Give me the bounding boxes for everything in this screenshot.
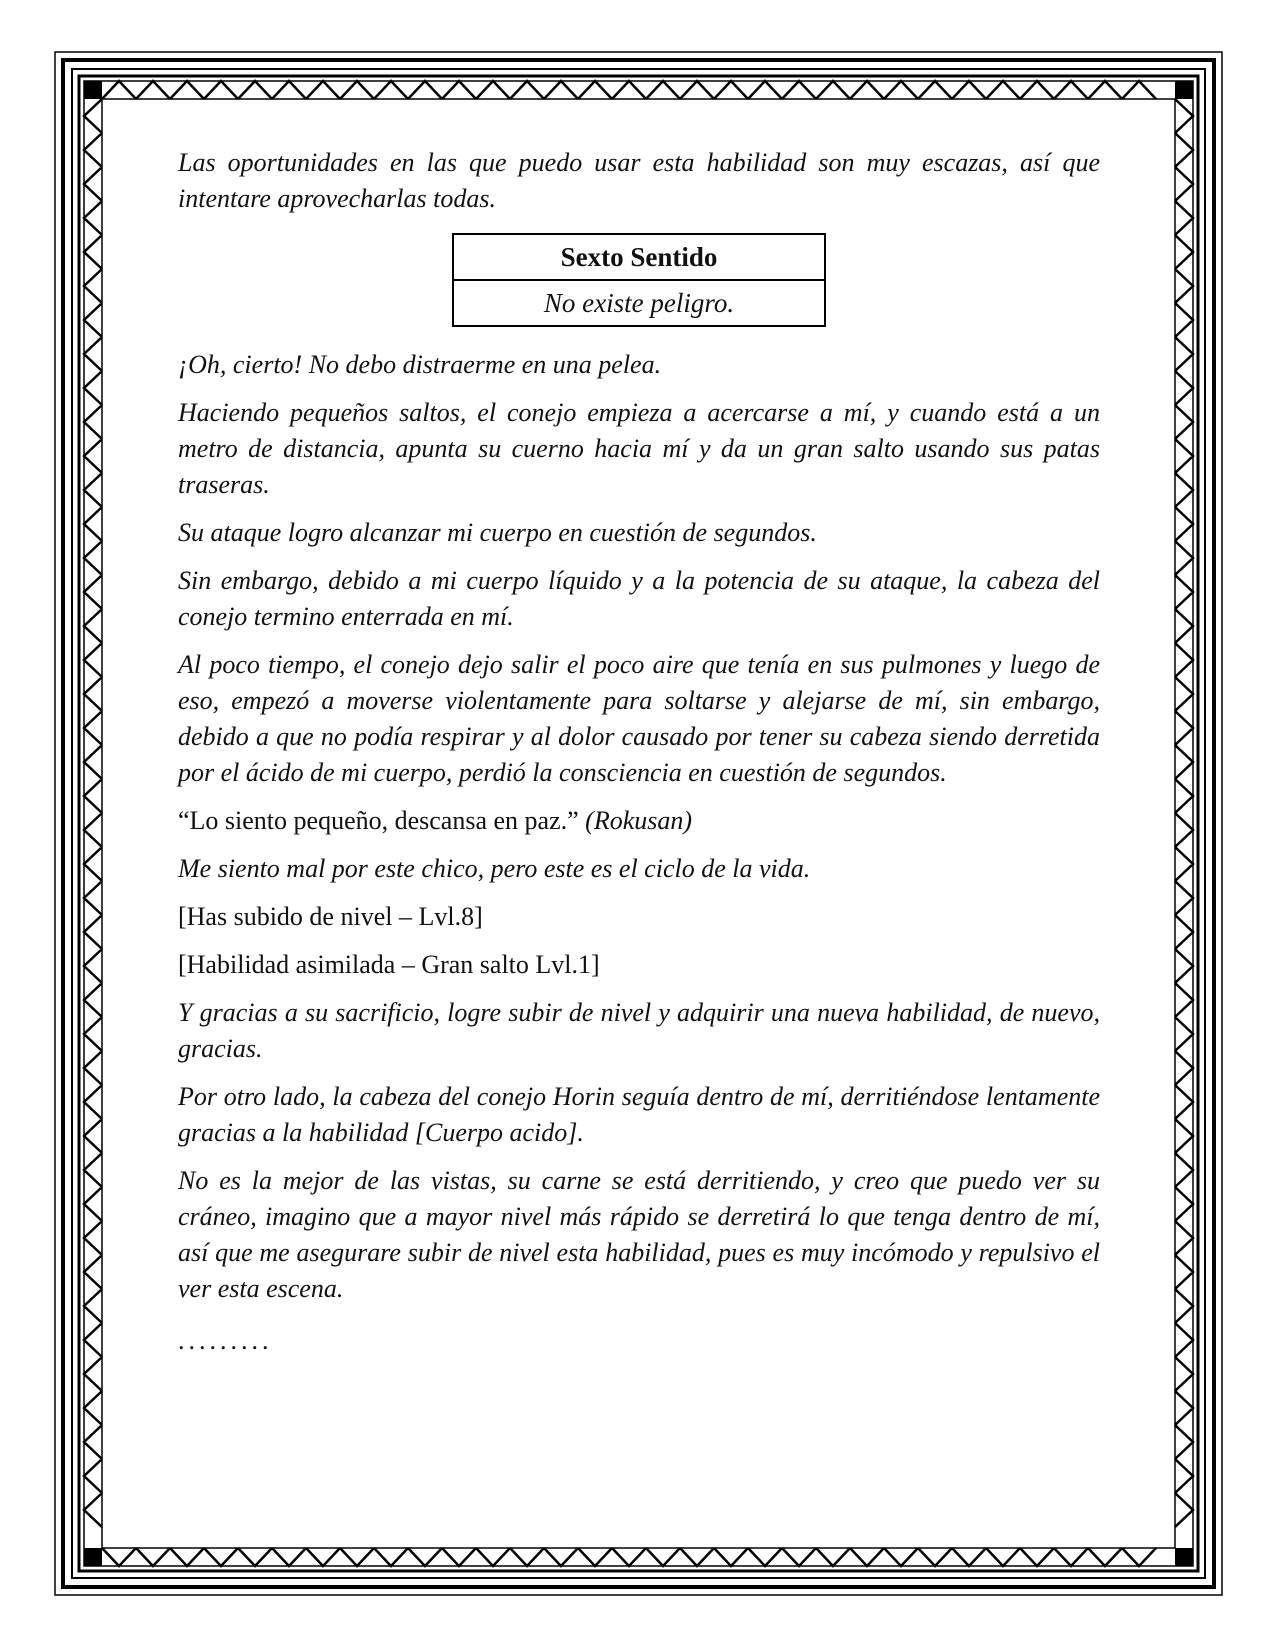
skill-description: No existe peligro. [543,288,735,318]
skill-title: Sexto Sentido [454,235,824,281]
frame-corner-0 [84,81,102,99]
page-content [178,145,1100,1371]
paragraph-4: Su ataque logro alcanzar mi cuerpo en cuestión de segundos. [178,518,817,547]
paragraph-6: Al poco tiempo, el conejo dejo salir el poco aire que tenía en sus pulmones y luego de eso, empezó a moverse violentamente para soltarse y alejarse de mí, sin embargo, debido a que no podía respirar y al dolor causado por tener su cabeza siendo derretida por el ácido de mi cuerpo, perdió la consciencia en cuestión de segundos. [178,650,1100,787]
skill-box [452,233,826,327]
paragraph-8: Me siento mal por este chico, pero este es el ciclo de la vida. [178,854,811,883]
paragraph-3: Haciendo pequeños saltos, el conejo empieza a acercarse a mí, y cuando está a un metro de distancia, apunta su cuerno hacia mí y da un gran salto usando sus patas traseras. [178,398,1100,499]
scene-break-dots: ......... [178,1326,273,1355]
paragraph-1: Las oportunidades en las que puedo usar esta habilidad son muy escazas, así que intentare aprovecharlas todas. [178,148,1100,213]
paragraph-2: ¡Oh, cierto! No debo distraerme en una pelea. [178,350,662,379]
paragraph-11: Y gracias a su sacrificio, logre subir de nivel y adquirir una nueva habilidad, de nuevo, gracias. [178,998,1100,1063]
paragraph-13: No es la mejor de las vistas, su carne se está derritiendo, y creo que puedo ver su cráneo, imagino que a mayor nivel más rápido se derretirá lo que tenga dentro de mí, así que me asegurare subir de nivel esta habilidad, pues es muy incómodo y repulsivo el ver esta escena. [178,1166,1100,1303]
frame-corner-3 [1175,1548,1193,1566]
dialogue-speaker: (Rokusan) [585,806,693,835]
system-message-level-up: [Has subido de nivel – Lvl.8] [178,902,483,931]
frame-corner-2 [84,1548,102,1566]
system-message-skill: [Habilidad asimilada – Gran salto Lvl.1] [178,950,600,979]
frame-corner-1 [1175,81,1193,99]
paragraph-5: Sin embargo, debido a mi cuerpo líquido y a la potencia de su ataque, la cabeza del conejo termino enterrada en mí. [178,566,1100,631]
paragraph-12: Por otro lado, la cabeza del conejo Horin seguía dentro de mí, derritiéndose lentamente gracias a la habilidad [Cuerpo acido]. [178,1082,1100,1147]
dialogue-quote: “Lo siento pequeño, descansa en paz.” [178,806,579,835]
paragraph-7 [178,803,1100,839]
